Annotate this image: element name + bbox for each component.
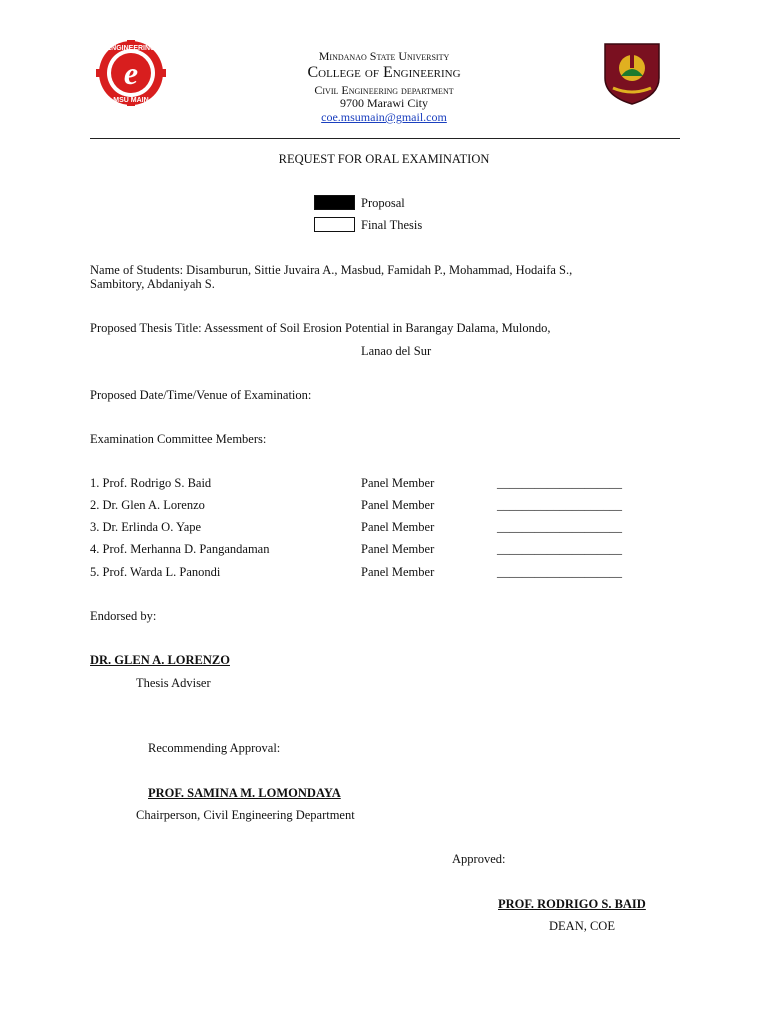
signature-line[interactable]: ____________________ — [497, 498, 622, 512]
member-name: 3. Dr. Erlinda O. Yape — [90, 520, 202, 534]
approved-label: Approved: — [452, 852, 506, 866]
member-role: Panel Member — [361, 542, 435, 556]
proposal-label: Proposal — [361, 196, 405, 210]
thesis-line-2: Lanao del Sur — [361, 344, 432, 358]
logo-letter: e — [123, 55, 139, 91]
header-divider — [90, 138, 680, 139]
member-name: 2. Dr. Glen A. Lorenzo — [90, 498, 205, 512]
email-wrapper — [234, 110, 534, 125]
msu-seal-icon — [603, 42, 661, 106]
students-line-2: Sambitory, Abdaniyah S. — [90, 277, 215, 291]
final-thesis-checkbox[interactable] — [314, 217, 355, 232]
logo-text-bottom: MSU MAIN — [113, 97, 149, 104]
committee-row — [90, 520, 690, 536]
students-label: Name of Students: — [90, 263, 184, 277]
engineering-logo — [92, 40, 170, 106]
university-name: Mindanao State University — [318, 49, 450, 63]
endorsed-label: Endorsed by: — [90, 609, 157, 623]
department-name: Civil Engineering department — [314, 83, 454, 97]
chair-name: PROF. SAMINA M. LOMONDAYA — [148, 786, 341, 800]
signature-line[interactable]: ____________________ — [497, 476, 622, 490]
member-role: Panel Member — [361, 498, 435, 512]
proposal-checkbox[interactable] — [314, 195, 355, 210]
form-title: REQUEST FOR ORAL EXAMINATION — [278, 152, 490, 166]
committee-row — [90, 476, 690, 492]
committee-label: Examination Committee Members: — [90, 432, 267, 446]
students-line-1 — [90, 263, 690, 278]
member-name: 4. Prof. Merhanna D. Pangandaman — [90, 542, 270, 556]
email-link[interactable]: coe.msumain@gmail.com — [321, 110, 447, 124]
dean-title: DEAN, COE — [549, 919, 615, 933]
adviser-title: Thesis Adviser — [136, 676, 211, 690]
member-name: 1. Prof. Rodrigo S. Baid — [90, 476, 212, 490]
adviser-name: DR. GLEN A. LORENZO — [90, 653, 230, 667]
signature-line[interactable]: ____________________ — [497, 520, 622, 534]
address: 9700 Marawi City — [340, 96, 428, 110]
signature-line[interactable]: ____________________ — [497, 565, 622, 579]
college-name: College of Engineering — [307, 64, 461, 81]
chair-title: Chairperson, Civil Engineering Department — [136, 808, 355, 822]
recommending-label: Recommending Approval: — [148, 741, 281, 755]
signature-line[interactable]: ____________________ — [497, 542, 622, 556]
member-role: Panel Member — [361, 565, 435, 579]
member-role: Panel Member — [361, 520, 435, 534]
dean-name: PROF. RODRIGO S. BAID — [498, 897, 646, 911]
committee-row — [90, 565, 690, 581]
thesis-label: Proposed Thesis Title: — [90, 321, 202, 335]
committee-row — [90, 498, 690, 514]
member-name: 5. Prof. Warda L. Panondi — [90, 565, 221, 579]
students-names: Disamburun, Sittie Juvaira A., Masbud, Famidah P., Mohammad, Hodaifa S., — [186, 263, 573, 277]
logo-text-top: ENGINEERING — [106, 45, 156, 52]
final-thesis-label: Final Thesis — [361, 218, 423, 232]
date-venue-label: Proposed Date/Time/Venue of Examination: — [90, 388, 312, 402]
thesis-line-1 — [90, 321, 690, 336]
committee-row — [90, 542, 690, 558]
thesis-title: Assessment of Soil Erosion Potential in Barangay Dalama, Mulondo, — [204, 321, 551, 335]
member-role: Panel Member — [361, 476, 435, 490]
